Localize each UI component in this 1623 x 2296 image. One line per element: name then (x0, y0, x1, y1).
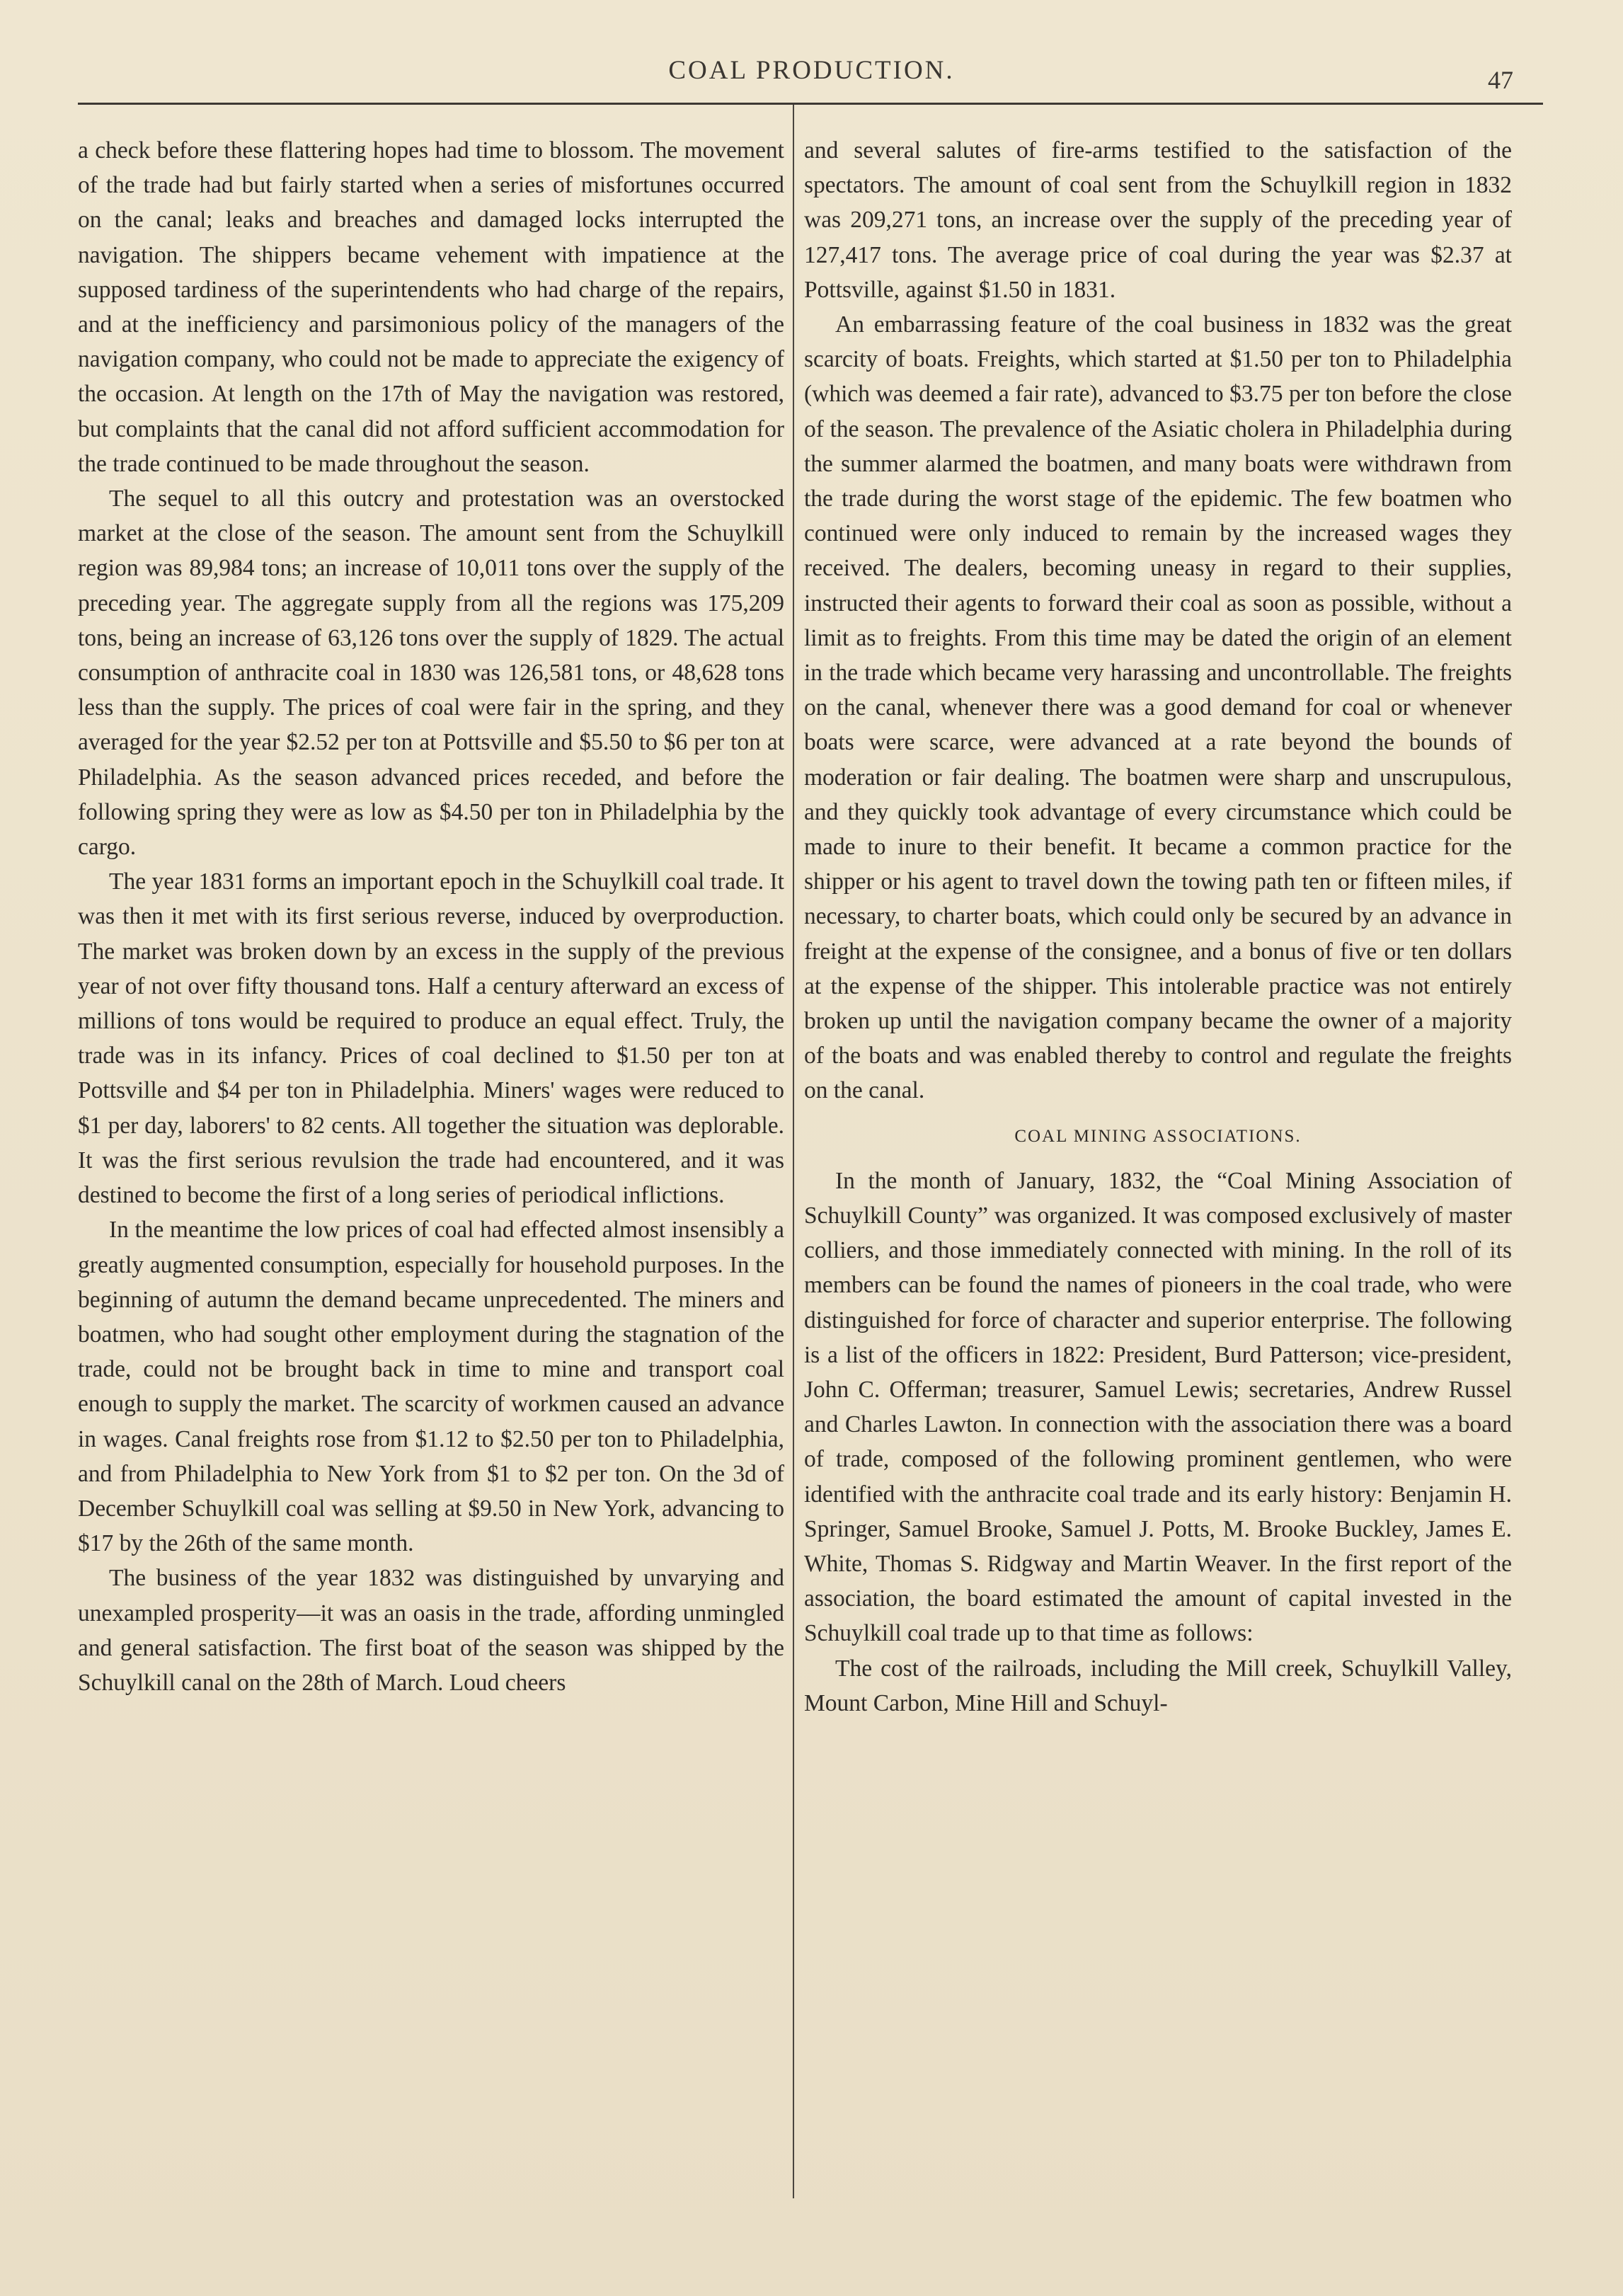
page-header (0, 55, 1623, 98)
left-column (78, 133, 784, 1700)
column-divider (793, 105, 794, 2198)
paragraph: The sequel to all this outcry and protestation was an overstocked market at the close of the season. The amount sent from the Schuylkill region was 89,984 tons; an increase of 10,011 tons over the supply of the preceding year. The aggregate supply from all the regions was 175,209 tons, being an increase of 63,126 tons over the supply of 1829. The actual consumption of anthracite coal in 1830 was 126,581 tons, or 48,628 tons less than the supply. The prices of coal were fair in the spring, and they averaged for the year $2.52 per ton at Pottsville and $5.50 to $6 per ton at Philadelphia. As the season advanced prices receded, and before the following spring they were as low as $4.50 per ton in Philadelphia by the cargo. (78, 486, 784, 861)
paragraph: In the meantime the low prices of coal had effected almost insensibly a greatly augmented consumption, especially for household purposes. In the beginning of autumn the demand became unprecedented. The miners and boatmen, who had sought other employment during the stagnation of the trade, could not be brought back in time to mine and transport coal enough to supply the market. The scarcity of workmen caused an advance in wages. Canal freights rose from $1.12 to $2.50 per ton to Philadelphia, and from Philadelphia to New York from $1 to $2 per ton. On the 3d of December Schuylkill coal was selling at $9.50 in New York, advancing to $17 by the 26th of the same month. (78, 1217, 784, 1557)
paragraph: a check before these flattering hopes had time to blossom. The movement of the trade had but fairly started when a series of misfortunes occurred on the canal; leaks and breaches and damaged locks interrupted the navigation. The shippers became vehement with impatience at the supposed tardiness of the superintendents who had charge of the repairs, and at the inefficiency and parsimonious policy of the managers of the navigation company, who could not be made to appreciate the exigency of the occasion. At length on the 17th of May the navigation was restored, but complaints that the canal did not afford sufficient accommodation for the trade continued to be made throughout the season. (78, 137, 784, 477)
right-column (804, 133, 1512, 1721)
paragraph: The cost of the railroads, including the Mill creek, Schuylkill Valley, Mount Carbon, Mine Hill and Schuyl- (804, 1655, 1512, 1716)
running-title: COAL PRODUCTION. (668, 56, 955, 85)
paragraph: The business of the year 1832 was distinguished by unvarying and unexampled prosperity—it was an oasis in the trade, affording unmingled and general satisfaction. The first boat of the season was shipped by the Schuylkill canal on the 28th of March. Loud cheers (78, 1565, 784, 1696)
page-number: 47 (1488, 66, 1513, 94)
paragraph: In the month of January, 1832, the “Coal Mining Association of Schuylkill County” was organized. It was composed exclusively of master colliers, and those immediately connected with mining. In the roll of its members can be found the names of pioneers in the coal trade, who were distinguished for force of character and superior enterprise. The following is a list of the officers in 1822: President, Burd Patterson; vice-president, John C. Offerman; treasurer, Samuel Lewis; secretaries, Andrew Russel and Charles Lawton. In connection with the association there was a board of trade, composed of the following prominent gentlemen, who were identified with the anthracite coal trade and its early history: Benjamin H. Springer, Samuel Brooke, Samuel J. Potts, M. Brooke Buckley, James E. White, Thomas S. Ridgway and Martin Weaver. In the first report of the association, the board estimated the amount of capital invested in the Schuylkill coal trade up to that time as follows: (804, 1167, 1512, 1647)
header-rule (78, 103, 1543, 105)
paragraph: and several salutes of fire-arms testified to the satisfaction of the spectators. The amount of coal sent from the Schuylkill region in 1832 was 209,271 tons, an increase over the supply of the preceding year of 127,417 tons. The average price of coal during the year was $2.37 at Pottsville, against $1.50 in 1831. (804, 137, 1512, 303)
paragraph: The year 1831 forms an important epoch in the Schuylkill coal trade. It was then it met with its first serious reverse, induced by overproduction. The market was broken down by an excess in the supply of the previous year of not over fifty thousand tons. Half a century afterward an excess of millions of tons would be required to produce an equal effect. Truly, the trade was in its infancy. Prices of coal declined to $1.50 per ton at Pottsville and $4 per ton in Philadelphia. Miners' wages were reduced to $1 per day, laborers' to 82 cents. All together the situation was deplorable. It was the first serious revulsion the trade had encountered, and it was destined to become the first of a long series of periodical inflictions. (78, 868, 784, 1209)
section-heading: COAL MINING ASSOCIATIONS. (1014, 1126, 1302, 1146)
paragraph: An embarrassing feature of the coal business in 1832 was the great scarcity of boats. Freights, which started at $1.50 per ton to Philadelphia (which was deemed a fair rate), advanced to $3.75 per ton before the close of the season. The prevalence of the Asiatic cholera in Philadelphia during the summer alarmed the boatmen, and many boats were withdrawn from the trade during the worst stage of the epidemic. The few boatmen who continued were only induced to remain by the increased wages they received. The dealers, becoming uneasy in regard to their supplies, instructed their agents to forward their coal as soon as possible, without a limit as to freights. From this time may be dated the origin of an element in the trade which became very harassing and uncontrollable. The freights on the canal, whenever there was a good demand for coal or whenever boats were scarce, were advanced at a rate beyond the bounds of moderation or fair dealing. The boatmen were sharp and unscrupulous, and they quickly took advantage of every circumstance which could be made to inure to their benefit. It became a common practice for the shipper or his agent to travel down the towing path ten or fifteen miles, if necessary, to charter boats, which could only be secured by an advance in freight at the expense of the consignee, and a bonus of five or ten dollars at the expense of the shipper. This intolerable practice was not entirely broken up until the navigation company became the owner of a majority of the boats and was enabled thereby to control and regulate the freights on the canal. (804, 311, 1512, 1104)
